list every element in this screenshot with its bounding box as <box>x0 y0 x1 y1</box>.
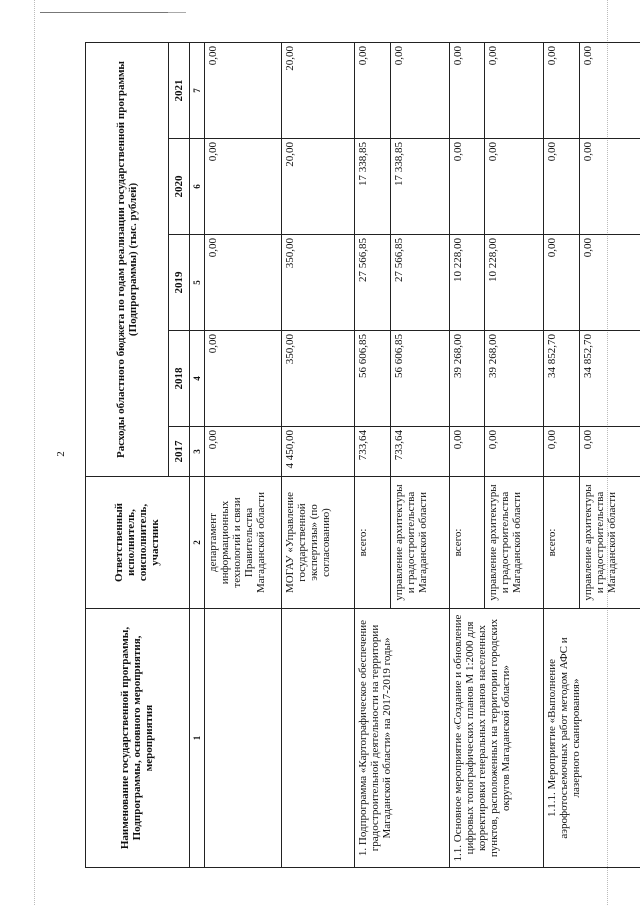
column-index: 7 <box>189 42 204 138</box>
column-index: 6 <box>189 139 204 235</box>
row-value: 56 606,85 <box>390 331 449 427</box>
header-year: 2018 <box>168 331 189 427</box>
column-index: 5 <box>189 235 204 331</box>
column-index: 2 <box>189 477 204 609</box>
row-value: 0,00 <box>579 235 640 331</box>
row-value: 0,00 <box>544 427 579 477</box>
row-value: 56 606,85 <box>355 331 390 427</box>
row-value: 0,00 <box>485 427 544 477</box>
row-executor: всего: <box>355 477 390 609</box>
scan-artifact-line <box>40 12 178 13</box>
table-row <box>449 42 484 867</box>
row-value: 0,00 <box>485 42 544 138</box>
row-value: 733,64 <box>390 427 449 477</box>
column-index: 3 <box>189 427 204 477</box>
row-value: 10 228,00 <box>485 235 544 331</box>
row-executor: управление архитектуры и градостроительства Магаданской области <box>485 477 544 609</box>
row-name <box>205 609 282 868</box>
column-index: 1 <box>189 609 204 868</box>
row-value: 0,00 <box>544 235 579 331</box>
row-value: 20,00 <box>282 139 355 235</box>
row-value: 0,00 <box>579 139 640 235</box>
scan-artifact-dots <box>34 0 35 905</box>
row-value: 0,00 <box>485 139 544 235</box>
row-value: 4 450,00 <box>282 427 355 477</box>
row-value: 0,00 <box>579 427 640 477</box>
header-program-name: Наименование государственной программы, Подпрограммы, основного мероприятия, мероприятия <box>86 609 190 868</box>
row-name: 1.1.1. Мероприятие «Выполнение аэрофотосъемочных работ методом АФС и лазерного сканирования» <box>544 609 640 868</box>
row-value: 20,00 <box>282 42 355 138</box>
row-value: 350,00 <box>282 235 355 331</box>
table-row <box>205 42 282 867</box>
header-year: 2017 <box>168 427 189 477</box>
row-value: 0,00 <box>205 331 282 427</box>
row-value: 17 338,85 <box>355 139 390 235</box>
row-value: 34 852,70 <box>579 331 640 427</box>
row-executor: управление архитектуры и градостроительства Магаданской области <box>579 477 640 609</box>
rotated-page <box>85 43 640 868</box>
page-number: 2 <box>55 451 67 457</box>
row-value: 0,00 <box>205 139 282 235</box>
row-executor: управление архитектуры и градостроительства Магаданской области <box>390 477 449 609</box>
row-value: 10 228,00 <box>449 235 484 331</box>
row-value: 350,00 <box>282 331 355 427</box>
row-value: 17 338,85 <box>390 139 449 235</box>
row-value: 0,00 <box>449 427 484 477</box>
row-value: 0,00 <box>544 42 579 138</box>
row-value: 0,00 <box>544 139 579 235</box>
row-value: 0,00 <box>205 427 282 477</box>
row-value: 0,00 <box>390 42 449 138</box>
row-value: 34 852,70 <box>544 331 579 427</box>
header-year: 2020 <box>168 139 189 235</box>
row-value: 0,00 <box>579 42 640 138</box>
row-executor: всего: <box>449 477 484 609</box>
row-value: 27 566,85 <box>390 235 449 331</box>
row-name: 1.1. Основное мероприятие «Создание и обновление цифровых топографических планов М 1:2000 для корректировки генеральных планов населенных пунктов, расположенных на территории городских округов Магаданской области» <box>449 609 544 868</box>
row-executor: всего: <box>544 477 579 609</box>
row-value: 0,00 <box>205 235 282 331</box>
row-executor: департамент информационных технологий и связи Правительства Магаданской области <box>205 477 282 609</box>
row-value: 39 268,00 <box>449 331 484 427</box>
row-name: 1. Подпрограмма «Картографическое обеспечение градостроительной деятельности на территории Магаданской области» на 2017-2019 годы» <box>355 609 450 868</box>
header-expenses: Расходы областного бюджета по годам реализации государственной программы (Подпрограммы) (тыс. рублей) <box>86 42 169 476</box>
row-value: 27 566,85 <box>355 235 390 331</box>
row-value: 0,00 <box>355 42 390 138</box>
scan-artifact-line <box>168 12 186 13</box>
header-executor: Ответственный исполнитель, соисполнитель, участник <box>86 477 190 609</box>
table-row <box>282 42 355 867</box>
row-value: 0,00 <box>205 42 282 138</box>
header-year: 2021 <box>168 42 189 138</box>
row-value: 39 268,00 <box>485 331 544 427</box>
budget-table <box>85 42 640 868</box>
row-executor: МОГАУ «Управление государственной экспертизы» (по согласованию) <box>282 477 355 609</box>
row-value: 0,00 <box>449 42 484 138</box>
table-row <box>544 42 579 867</box>
row-value: 0,00 <box>449 139 484 235</box>
row-name <box>282 609 355 868</box>
column-index: 4 <box>189 331 204 427</box>
table-row <box>355 42 390 867</box>
header-year: 2019 <box>168 235 189 331</box>
row-value: 733,64 <box>355 427 390 477</box>
